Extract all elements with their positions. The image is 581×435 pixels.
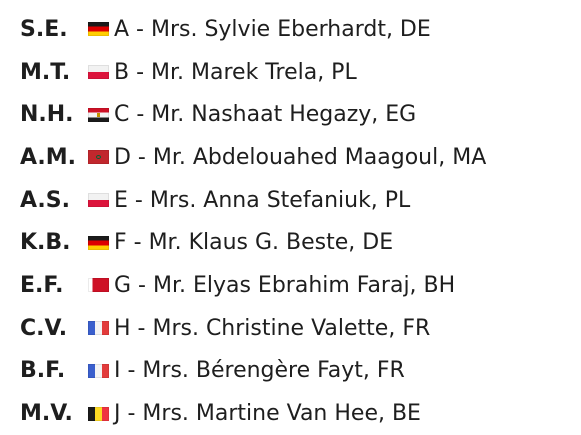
list-item: [20, 136, 581, 179]
initials: S.E.: [20, 16, 68, 42]
judge-name: A - Mrs. Sylvie Eberhardt, DE: [114, 16, 431, 42]
initials: M.T.: [20, 59, 71, 85]
list-item: [20, 8, 581, 51]
initials: A.S.: [20, 187, 70, 213]
judge-name: E - Mrs. Anna Stefaniuk, PL: [114, 187, 411, 213]
initials: N.H.: [20, 102, 74, 128]
bahrain-flag-icon: [88, 278, 109, 292]
judges-list: [20, 8, 581, 435]
belgium-flag-icon: [88, 407, 109, 421]
initials: B.F.: [20, 358, 66, 384]
judge-name: C - Mr. Nashaat Hegazy, EG: [114, 102, 417, 128]
list-item: [20, 179, 581, 222]
germany-flag-icon: [88, 236, 109, 250]
list-item: [20, 51, 581, 94]
morocco-flag-icon: [88, 150, 109, 164]
initials: E.F.: [20, 272, 64, 298]
judge-name: H - Mrs. Christine Valette, FR: [114, 315, 431, 341]
list-item: [20, 221, 581, 264]
list-item: [20, 307, 581, 350]
egypt-flag-icon: [88, 108, 109, 122]
judge-name: D - Mr. Abdelouahed Maagoul, MA: [114, 144, 487, 170]
list-item: [20, 392, 581, 435]
poland-flag-icon: [88, 65, 109, 79]
germany-flag-icon: [88, 22, 109, 36]
judge-name: B - Mr. Marek Trela, PL: [114, 59, 357, 85]
list-item: [20, 93, 581, 136]
france-flag-icon: [88, 364, 109, 378]
initials: M.V.: [20, 401, 73, 427]
initials: A.M.: [20, 144, 77, 170]
judge-name: F - Mr. Klaus G. Beste, DE: [114, 230, 394, 256]
judge-name: J - Mrs. Martine Van Hee, BE: [114, 401, 421, 427]
list-item: [20, 264, 581, 307]
list-item: [20, 350, 581, 393]
initials: C.V.: [20, 315, 68, 341]
france-flag-icon: [88, 321, 109, 335]
judge-name: I - Mrs. Bérengère Fayt, FR: [114, 358, 405, 384]
poland-flag-icon: [88, 193, 109, 207]
initials: K.B.: [20, 230, 71, 256]
judge-name: G - Mr. Elyas Ebrahim Faraj, BH: [114, 272, 456, 298]
